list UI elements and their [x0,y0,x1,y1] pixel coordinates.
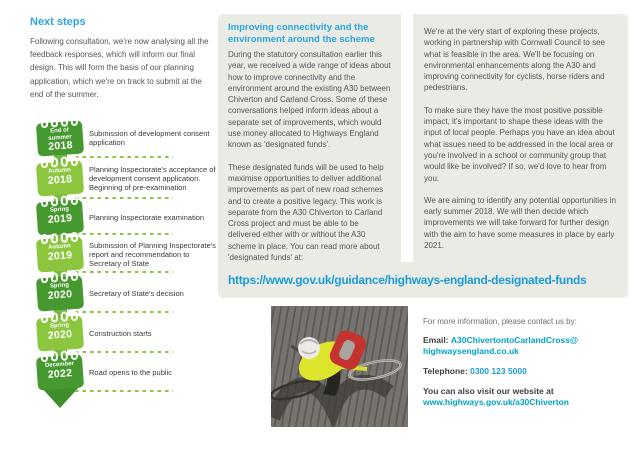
contact-intro: For more information, please contact us by: [423,317,577,326]
next-steps-heading: Next steps [30,16,86,28]
calendar-icon: Spring 2019 [36,199,84,235]
timeline-item [30,353,216,392]
panel-paragraph: These designated funds will be used to help maximise opportunities to deliver additional improvements as part of new road schemes and to create a positive legacy. This work is separate from the A30 Chiverton to Carland Cross project and must be able to be delivered either with or without the A30 scheme in place. You can read more about 'designated funds' at: [228,162,384,263]
calendar-rings-icon [41,231,79,244]
calendar-icon: December 2022 [36,354,84,390]
timeline-item-label: Submission of Planning Inspectorate's report and recommendation to Secretary of State [88,235,216,273]
contact-email-link[interactable]: A30ChivertontoCarlandCross@ highwaysengland.co.uk [423,335,579,356]
timeline-item-label: Planning Inspectorate's acceptance of development consent application. Beginning of pre-examination [88,158,216,199]
calendar-rings-icon [41,115,79,128]
timeline-item [30,235,216,273]
panel-paragraph: We're at the very start of exploring these projects, working in partnership with Cornwall Council to see what is feasible in the area. We'll be focusing on environmental enhancements along the A30 and improving connectivity for cyclists, horse riders and pedestrians. [424,27,605,93]
telephone-label: Telephone: [423,366,468,376]
contact-phone-link[interactable]: 0300 123 5000 [470,366,527,376]
designated-funds-link[interactable]: https://www.gov.uk/guidance/highways-england-designated-funds [228,273,587,287]
timeline-item-label: Submission of development consent application [88,118,216,158]
designated-funds-url-band [218,262,628,298]
calendar-icon: Spring 2020 [36,275,84,311]
connectivity-panel [218,14,628,298]
timeline-item-label: Road opens to the public [88,353,216,392]
email-label: Email: [423,335,449,345]
timeline-item [30,158,216,199]
contact-website-link[interactable]: www.highways.gov.uk/a30Chiverton [423,397,569,407]
calendar-rings-icon [41,194,79,207]
website-intro: You can also visit our website at [423,386,554,396]
contact-email-row [423,335,630,357]
calendar-rings-icon [41,270,79,283]
calendar-icon: End of summer 2018 [36,120,84,156]
next-steps-section [30,16,216,101]
calendar-icon: Autumn 2018 [36,160,84,196]
contact-website-row [423,386,630,408]
timeline-item [30,118,216,158]
timeline [30,118,216,418]
panel-paragraph: We are aiming to identify any potential opportunities in early summer 2018. We will then decide which improvements we will take forward for further design with the aim to have some measures in place by early 2021. [424,195,616,251]
panel-column-left [218,14,401,262]
panel-column-right [413,14,628,262]
next-steps-intro: Following consultation, we're now analysing all the feedback responses, which will inform our final design. This will form the basis of our planning application, which we're on track to submit at the end of the summer. [30,37,209,99]
timeline-item-label: Planning Inspectorate examination [88,199,216,235]
calendar-icon: Spring 2020 [36,315,84,351]
contact-phone-row [423,366,630,377]
calendar-rings-icon [41,310,79,323]
timeline-item [30,273,216,313]
panel-heading: Improving connectivity and the environment around the scheme [228,22,375,45]
timeline-item [30,199,216,235]
contact-section [423,317,630,417]
cyclist-photo [271,306,408,427]
panel-paragraph: During the statutory consultation earlier this year, we received a wide range of ideas about how to improve connectivity and the environment around the existing A30 between Chiverton and Carland Cross. Some of these conversations helped inform ideas about a separate set of improvements, which would use money allocated to Highways England known as 'designated funds'. [228,50,391,150]
panel-paragraph: To make sure they have the most positive possible impact, it's important to shape these ideas with the input of local people. Perhaps you have an idea about what issues need to be addressed in the local area or you're involved in a school or community group that would like be involved? If so, we'd love to hear from you. [424,105,615,183]
timeline-item-label: Construction starts [88,313,216,353]
calendar-icon: Autumn 2019 [36,236,84,272]
timeline-item [30,313,216,353]
timeline-item-label: Secretary of State's decision [88,273,216,313]
